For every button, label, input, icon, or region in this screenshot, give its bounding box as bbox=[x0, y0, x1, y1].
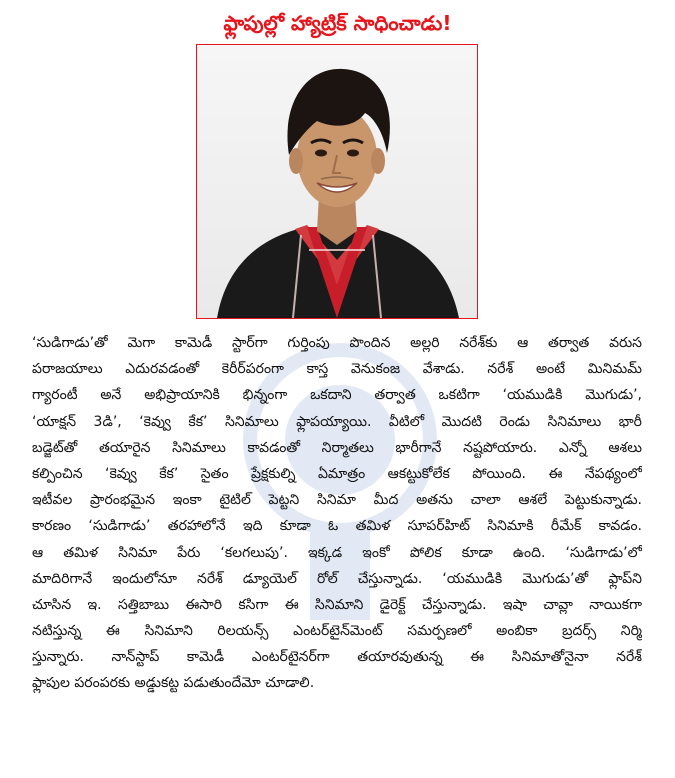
article-line: గ్యారంటీ అనే అభిప్రాయానికి భిన్నంగా ఒకదాని తర్వాత ఒకటిగా ‘యముడికి మొగుడు’, bbox=[32, 387, 642, 404]
article-line: కల్పించిన ‘కెవ్వు కేక’ సైతం ప్రేక్షకుల్ని ఏమాత్రం ఆకట్టుకోలేక పోయింది. ఈ నేపథ్యంలో bbox=[32, 465, 642, 482]
article-line: స్తున్నారు. నాన్‌స్టాప్ కామెడీ ఎంటర్‌టైనర్‌గా తయారవుతున్న ఈ సినిమాతోనైనా నరేశ్ bbox=[32, 649, 642, 666]
article-line: ఆ తమిళ సినిమా పేరు ‘కలగలుపు’. ఇక్కడ ఇంకో పోలిక కూడా ఉంది. ‘సుడిగాడు’లో bbox=[32, 544, 642, 561]
article-line: మాదిరిగానే ఇందులోనూ నరేశ్ డ్యూయెల్ రోల్ చేస్తున్నాడు. ‘యముడికి మొగుడు’తో ఫ్లాప్‌ని bbox=[32, 570, 642, 587]
article-line: ‘యాక్షన్ 3డి’, ‘కెవ్వు కేక’ సినిమాలు ఫ్లాపయ్యాయి. వీటిలో మొదటి రెండు సినిమాలు భారీ bbox=[32, 413, 642, 430]
article-line: ఫ్లాపుల పరంపరకు అడ్డుకట్ట పడుతుందేమో చూడాలి. bbox=[32, 675, 315, 692]
article-body bbox=[32, 330, 642, 697]
actor-photo bbox=[196, 44, 478, 319]
article-line: ఇటీవల ప్రారంభమైన ఇంకా టైటిల్ పెట్టని సినిమా మీద అతను చాలా ఆశలే పెట్టుకున్నాడు. bbox=[32, 492, 642, 509]
article-line: ‘సుడిగాడు’తో మెగా కామెడీ స్టార్‌గా గుర్తింపు పొందిన అల్లరి నరేశ్‌కు ఆ తర్వాత వరుస bbox=[32, 335, 642, 351]
actor-photo-illustration bbox=[197, 45, 477, 318]
article-line: చూసిన ఇ. సత్తిబాబు ఈసారి కసిగా ఈ సినిమాని డైరెక్ట్ చేస్తున్నాడు. ఇషా చావ్లా నాయికగా bbox=[32, 596, 642, 613]
article-line: నటిస్తున్న ఈ సినిమాని రిలయన్స్ ఎంటర్‌టైన్‌మెంట్ సమర్పణలో అంబికా బ్రదర్స్ నిర్మి bbox=[32, 623, 642, 640]
headline: ఫ్లాపుల్లో హ్యాట్రిక్ సాధించాడు! bbox=[223, 11, 452, 35]
article-line: బడ్జెట్‌తో తయారైన సినిమాలు కావడంతో నిర్మాతలు భారీగానే నష్టపోయారు. ఎన్నో ఆశలు bbox=[32, 439, 642, 456]
article-line: పరాజయాలు ఎదురవడంతో కెరీర్‌పరంగా కాస్త వెనుకంజ వేశాడు. నరేశ్ అంటే మినిమమ్ bbox=[32, 361, 642, 378]
article-line: కారణం ‘సుడిగాడు’ తరహాలోనే ఇది కూడా ఓ తమిళ సూపర్‌హిట్ సినిమాకి రీమేక్ కావడం. bbox=[32, 518, 642, 535]
